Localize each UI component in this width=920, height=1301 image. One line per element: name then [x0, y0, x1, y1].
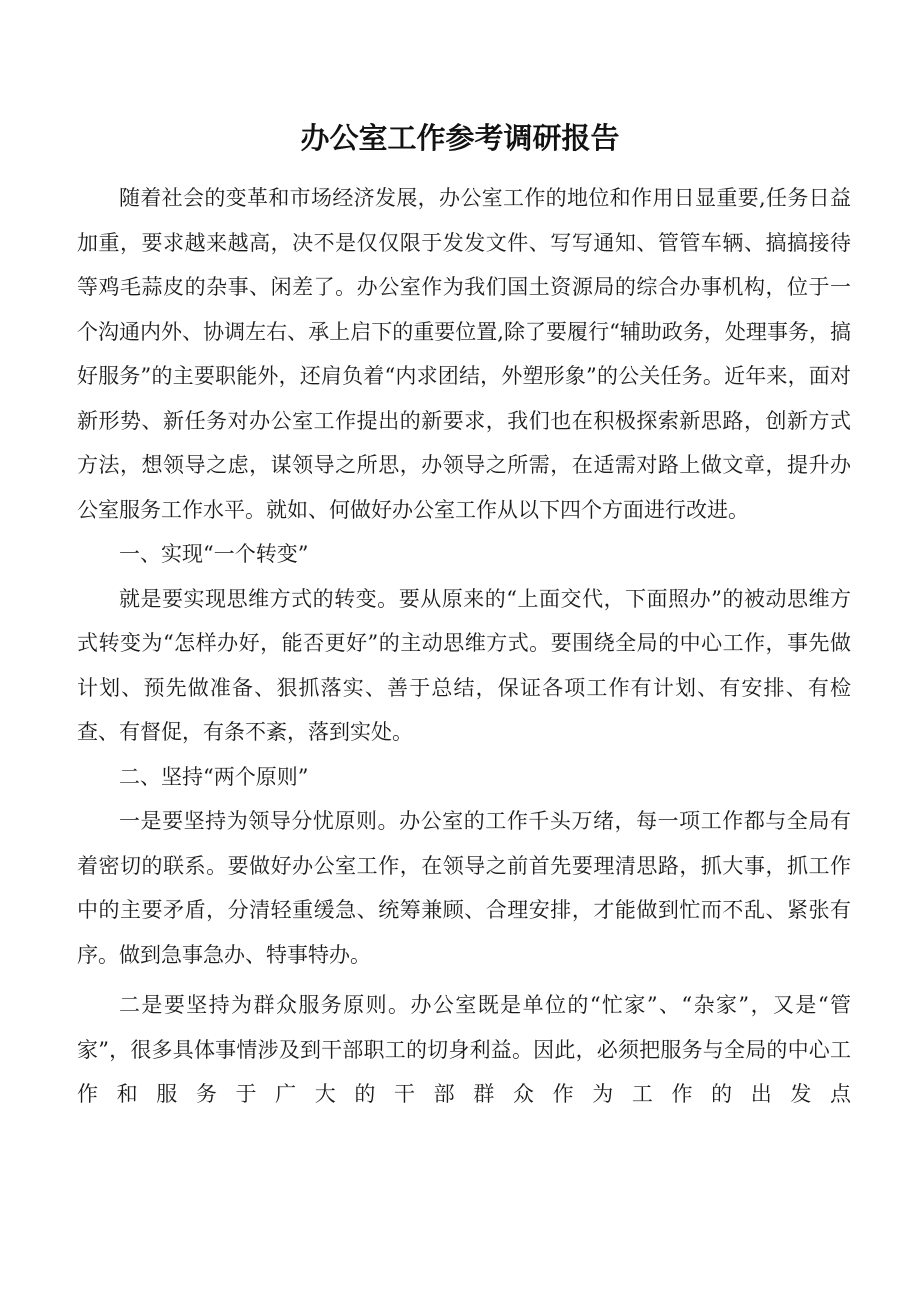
section-heading-one-transformation: 一、实现“一个转变”	[119, 542, 309, 566]
paragraph-intro: 随着社会的变革和市场经济发展，办公室工作的地位和作用日显重要,任务日益加重，要求越来越高，决不是仅仅限于发发文件、写写通知、管管车辆、搞搞接待等鸡毛蒜皮的杂事、闲差了。办公室作为我们国土资源局的综合办事机构，位于一个沟通内外、协调左右、承上启下的重要位置,除了要履行“辅助政务，处理事务，搞好服务”的主要职能外，还肩负着“内求团结，外塑形象”的公关任务。近年来，面对新形势、新任务对办公室工作提出的新要求，我们也在积极探索新思路，创新方式方法，想领导之虑，谋领导之所思，办领导之所需，在适需对路上做文章，提升办公室服务工作水平。就如、何做好办公室工作从以下四个方面进行改进。	[77, 186, 851, 522]
document-title: 办公室工作参考调研报告	[300, 121, 620, 155]
paragraph-principle-service: 二是要坚持为群众服务原则。办公室既是单位的“忙家”、“杂家”，又是“管家”，很多具体事情涉及到干部职工的切身利益。因此，必须把服务与全局的中心工作和服务于广大的干部群众作为工作的出发点	[77, 993, 851, 1106]
paragraph-thinking-transformation: 就是要实现思维方式的转变。要从原来的“上面交代，下面照办”的被动思维方式转变为“怎样办好，能否更好”的主动思维方式。要围绕全局的中心工作，事先做计划、预先做准备、狠抓落实、善于总结，保证各项工作有计划、有安排、有检查、有督促，有条不紊，落到实处。	[77, 586, 851, 744]
paragraph-principle-leadership: 一是要坚持为领导分忧原则。办公室的工作千头万绪，每一项工作都与全局有着密切的联系。要做好办公室工作，在领导之前首先要理清思路，抓大事，抓工作中的主要矛盾，分清轻重缓急、统筹兼顾、合理安排，才能做到忙而不乱、紧张有序。做到急事急办、特事特办。	[77, 809, 851, 967]
section-heading-two-principles: 二、坚持“两个原则”	[119, 764, 309, 789]
document-body	[77, 176, 851, 1117]
